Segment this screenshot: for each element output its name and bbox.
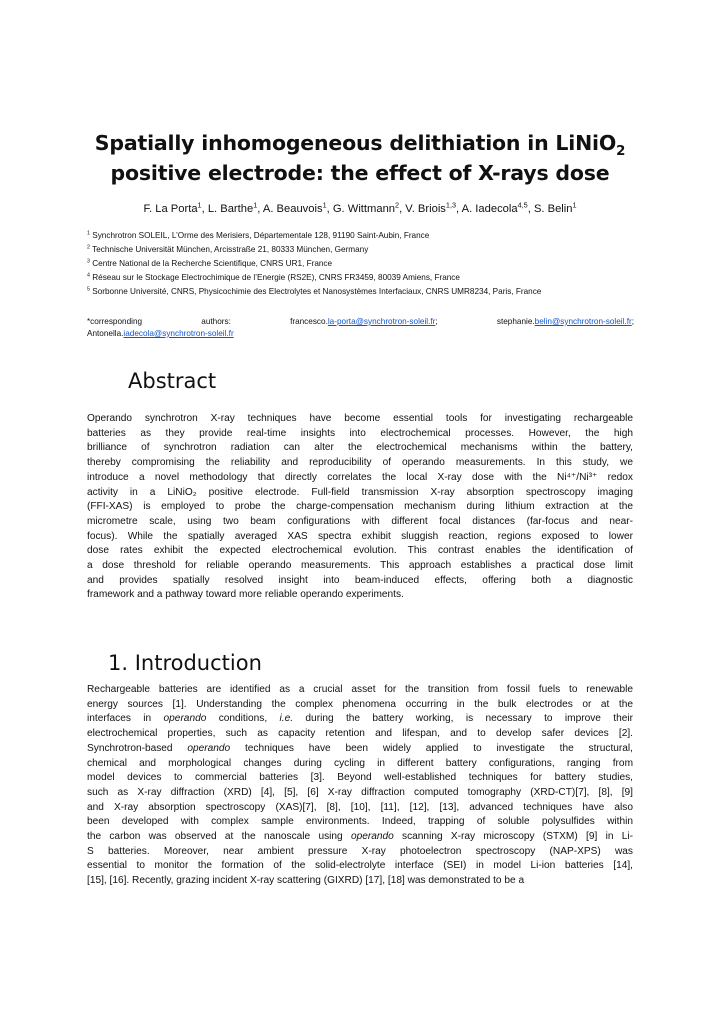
text-line: Rechargeable batteries are identified as a crucial asset for the transition from fossil fuels to renewable — [87, 684, 633, 695]
text-line: a dose threshold for reliable operando measurements. This approach establishes a practical dose limit — [87, 560, 633, 572]
author-name: A. Iadecola — [461, 203, 518, 215]
text-line: batteries as they provide real-time insights into electrochemical processes. However, the high — [87, 427, 633, 439]
text-line: chemical and morphological changes during cycling in different battery configurations, ranging from — [87, 757, 633, 769]
text-line: activity in a LiNiO₂ positive electrode. Full-field transmission X-ray absorption spectroscopy imaging — [87, 486, 633, 498]
text-line: model devices to commercial batteries [3]. Beyond well-established techniques for battery studies, — [87, 772, 633, 784]
author-affiliation-marker: 1 — [197, 200, 202, 210]
text-line: brilliance of synchrotron radiation can alter the electrochemical mechanisms within the battery, — [87, 442, 633, 454]
text-line: the carbon was observed at the nanoscale using operando scanning X-ray microscopy (STXM) [9] in Li- — [87, 831, 633, 843]
author-list: F. La Porta$^1$, L. Barthe$^1$, A. Beauvois$^1$, G. Wittmann$^2$, V. Briois$^{1,3}$, A. Iadecola$^{4,5}$, S. Belin$^1$ — [143, 200, 577, 215]
email-stephanie: stephanie.belin@synchrotron-soleil.fr; — [496, 317, 634, 326]
text-line: been developed with complex sample environments. Indeed, trapping of soluble polysulfides within — [87, 816, 633, 828]
text-line: essential to monitor the formation of the solid-electrolyte interface (SEI) in model Li-ion batteries [14], — [87, 860, 633, 872]
text-line: and X-ray absorption spectroscopy (XAS)[7], [8], [10], [11], [12], [13], advanced techniques have also — [87, 801, 633, 813]
affiliation-item: $^5$ Sorbonne Université, CNRS, Physicochimie des Electrolytes et Nanosystèmes Interfaciaux, CNRS UMR8234, Paris, France — [87, 286, 542, 296]
affiliation-item: $^2$ Technische Universität München, Arcisstraße 21, 80333 München, Germany — [87, 244, 369, 254]
introduction-paragraph — [87, 683, 633, 889]
author-affiliation-marker: 4,5 — [517, 200, 528, 210]
title-line-2: positive electrode: the effect of X-rays dose — [110, 161, 610, 185]
author-name: V. Briois — [405, 203, 446, 215]
author-affiliation-marker: 1 — [253, 200, 258, 210]
author-affiliation-marker: 2 — [395, 200, 400, 210]
author-name: G. Wittmann — [332, 203, 396, 215]
text-line: introduce a novel methodology that directly correlates the local X-ray dose with the Ni⁴⁺/Ni³⁺ redox — [87, 471, 633, 483]
text-line: thereby compromising the reliability and reproducibility of operando measurements. In this study, we — [87, 457, 633, 469]
text-line: framework and a pathway toward more reliable operando experiments. — [87, 589, 404, 601]
author-affiliation-marker: 1 — [572, 200, 577, 210]
corresponding-label: *corresponding — [87, 317, 143, 326]
text-line: Synchrotron-based operando techniques have been widely applied to investigate the structural, — [87, 742, 633, 754]
author-name: L. Barthe — [207, 203, 254, 215]
title-line-1: Spatially inhomogeneous delithiation in LiNiO$_2$ — [94, 131, 626, 160]
introduction-heading: 1. Introduction — [108, 651, 262, 675]
abstract-heading: Abstract — [128, 369, 217, 393]
affiliation-item: $^1$ Synchrotron SOLEIL, L’Orme des Merisiers, Départementale 128, 91190 Saint-Aubin, France — [87, 230, 430, 240]
text-line: S batteries. Moreover, near ambient pressure X-ray photoelectron spectroscopy (NAP-XPS) was — [87, 845, 633, 857]
corresponding-authors — [87, 316, 634, 340]
text-line: focus). While the spatially averaged XAS spectra exhibit sluggish reaction, regions exposed to lower — [87, 530, 633, 542]
text-line: (FFI-XAS) is employed to probe the charge-compensation mechanism during lithium extraction at the — [87, 501, 633, 513]
email-link-antonella[interactable]: iadecola@synchrotron-soleil.fr — [123, 329, 234, 338]
author-name: A. Beauvois — [262, 203, 323, 215]
email-link-stephanie[interactable]: belin@synchrotron-soleil.fr — [534, 317, 632, 326]
email-antonella: Antonella.iadecola@synchrotron-soleil.fr — [87, 329, 234, 338]
text-line: and provides spatially resolved insight into beam-induced effects, offering both a diagnostic — [87, 574, 633, 586]
text-line: dose rates exhibit the expected electrochemical evolution. This contrast enables the identification of — [87, 545, 633, 557]
text-line: electrochemical properties, such as capacity retention and lifespan, and to develop safer devices [2]. — [87, 728, 633, 740]
text-line: micrometre scale, using two beam configurations with different focal distances (far-focus and near- — [87, 515, 633, 527]
author-name: S. Belin — [533, 203, 573, 215]
author-affiliation-marker: 1 — [322, 200, 327, 210]
paper-title — [60, 128, 660, 188]
abstract-paragraph — [87, 412, 633, 603]
author-affiliation-marker: 1,3 — [445, 200, 457, 210]
text-line: interfaces in operando conditions, i.e. during the battery working, is necessary to improve their — [87, 713, 633, 725]
text-line: energy sources [1]. Understanding the complex phenomena occurring in the bulk electrodes or at the — [87, 698, 633, 710]
email-link-francesco[interactable]: la-porta@synchrotron-soleil.fr — [327, 317, 436, 326]
text-line: such as X-ray diffraction (XRD) [4], [5], [6] X-ray diffraction computed tomography (XRD-CT)[7], [8], [9] — [87, 786, 633, 798]
affiliation-item: $^4$ Réseau sur le Stockage Electrochimique de l’Energie (RS2E), CNRS FR3459, 80039 Amiens, France — [87, 272, 460, 282]
text-line: [15], [16]. Recently, grazing incident X-ray scattering (GIXRD) [17], [18] was demonstrated to be a — [87, 875, 525, 887]
email-francesco: francesco.la-porta@synchrotron-soleil.fr; — [290, 317, 438, 326]
authors-label: authors: — [201, 317, 231, 326]
affiliation-item: $^3$ Centre National de la Recherche Scientifique, CNRS UR1, France — [87, 258, 333, 268]
text-line: Operando synchrotron X-ray techniques have become essential tools for investigating rechargeable — [87, 413, 633, 424]
author-name: F. La Porta — [143, 203, 198, 215]
